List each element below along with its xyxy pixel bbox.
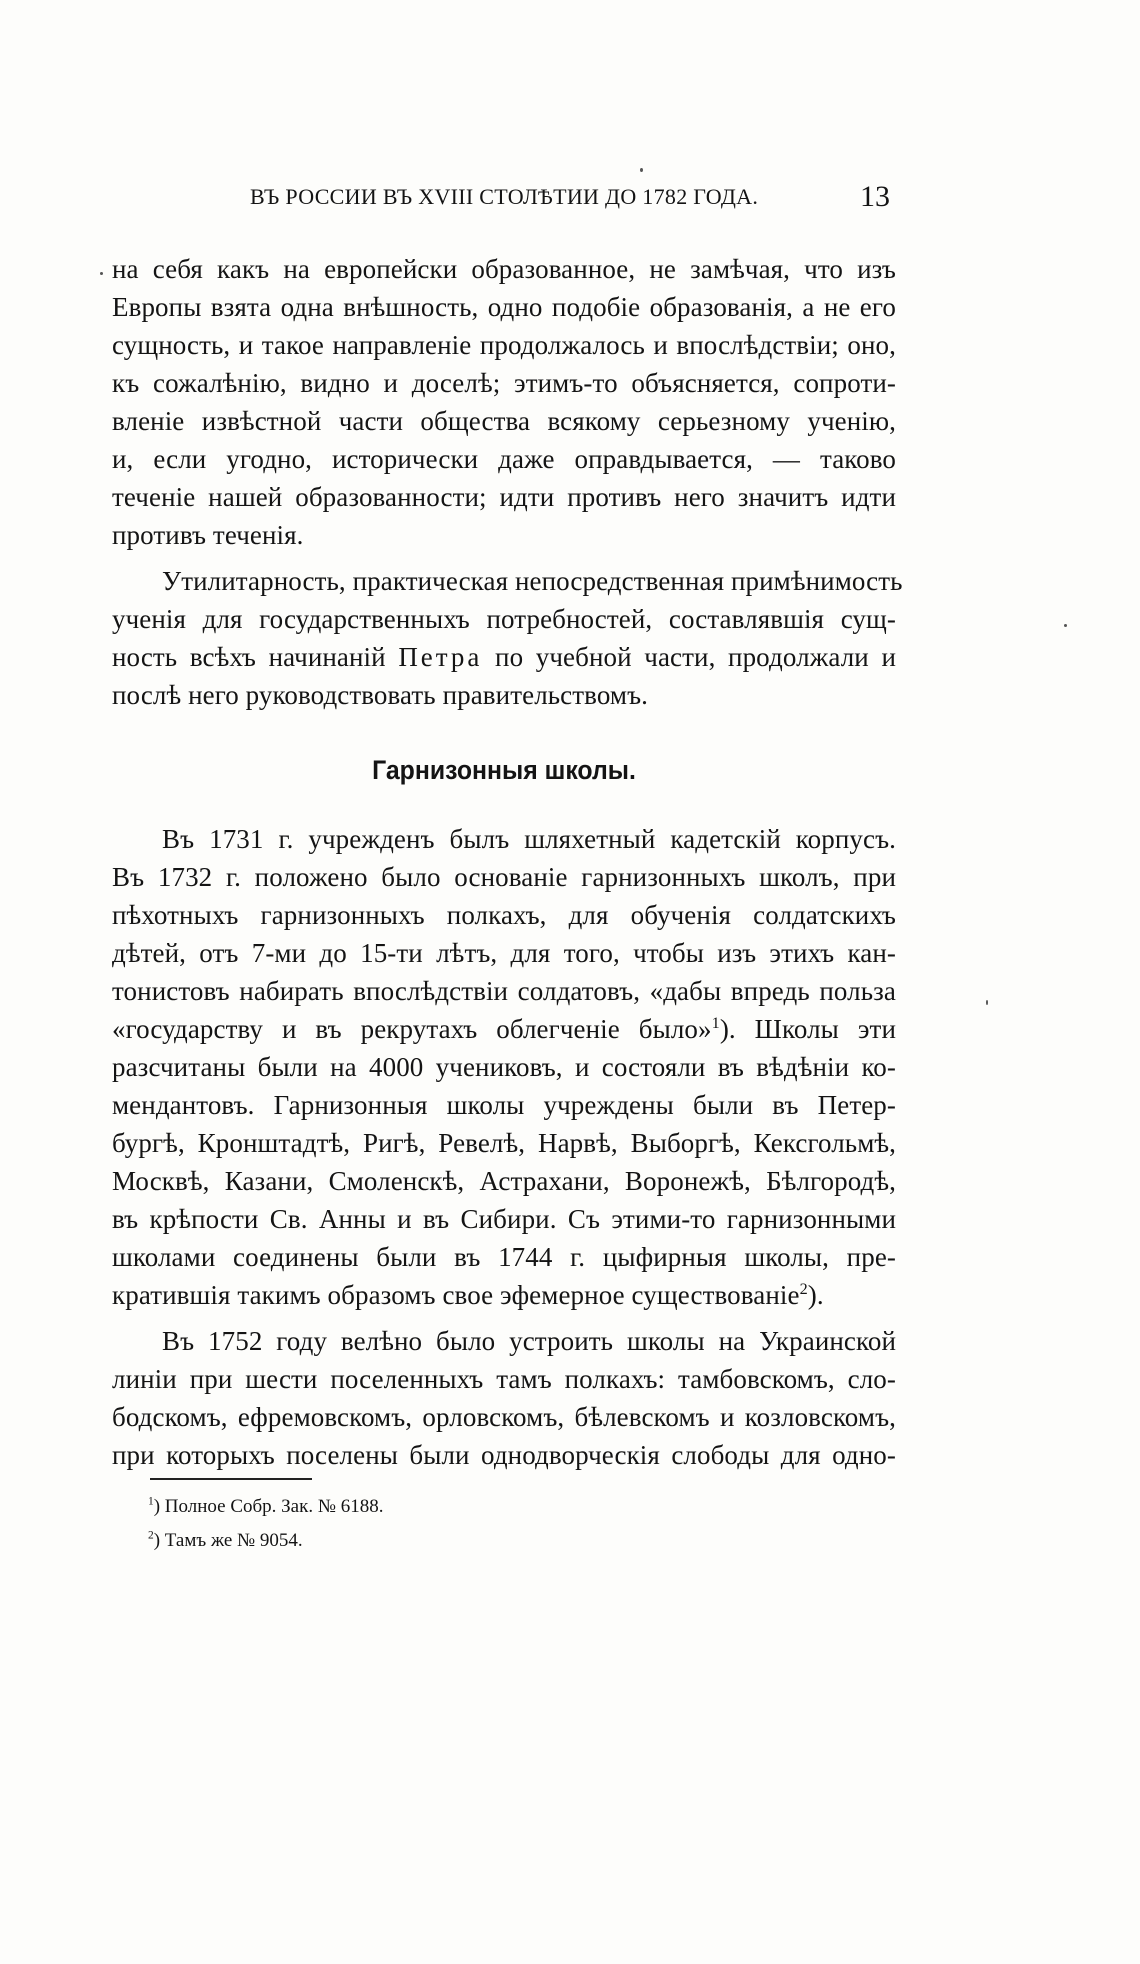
text-line: бодскомъ, ефремовскомъ, орловскомъ, бѣлевскомъ и козловскомъ, — [112, 1402, 896, 1432]
text-fragment: кратившія такимъ образомъ свое эфемерное существованіе — [112, 1280, 800, 1310]
running-head: ВЪ РОССИИ ВЪ XVIII СТОЛѢТИИ ДО 1782 ГОДА. — [250, 184, 759, 209]
footnote-marker: 1 — [148, 1495, 154, 1508]
text-line: Москвѣ, Казани, Смоленскѣ, Астрахани, Воронежѣ, Бѣлгородѣ, — [112, 1166, 896, 1196]
body-text — [112, 250, 903, 1474]
text-line: сущность, и такое направленіе продолжалось и впослѣдствіи; оно, — [112, 330, 896, 360]
footnote — [148, 1524, 383, 1558]
text-line — [112, 1276, 896, 1314]
text-line: къ сожалѣнію, видно и доселѣ; этимъ-то объясняется, сопроти- — [112, 368, 896, 398]
text-line: линіи при шести поселенныхъ тамъ полкахъ: тамбовскомъ, сло- — [112, 1364, 896, 1394]
text-fragment: ность всѣхъ начинаній — [112, 642, 386, 672]
text-line: Европы взята одна внѣшность, одно подобіе образованія, а не его — [112, 292, 896, 322]
footnote-ref: 2 — [799, 1280, 808, 1298]
text-line: Утилитарность, практическая непосредственная примѣнимость — [162, 566, 903, 596]
paragraph-gap — [112, 1314, 896, 1322]
text-fragment: ). — [807, 1280, 824, 1310]
text-line: разсчитаны были на 4000 учениковъ, и состояли въ вѣдѣніи ко- — [112, 1052, 896, 1082]
text-line: и, если угодно, исторически даже оправдывается, — таково — [112, 444, 896, 474]
text-fragment: ). Школы эти — [719, 1014, 896, 1044]
text-line — [112, 1010, 896, 1048]
footnote-text: ) Полное Собр. Зак. № 6188. — [153, 1496, 384, 1517]
text-line: на себя какъ на европейски образованное, не замѣчая, что изъ — [112, 254, 896, 284]
footnotes — [148, 1490, 383, 1558]
text-line: дѣтей, отъ 7-ми до 15-ти лѣтъ, для того, чтобы изъ этихъ кан- — [112, 938, 896, 968]
footnote — [148, 1490, 383, 1524]
paragraph — [112, 250, 896, 554]
text-line: школами соединены были въ 1744 г. цыфирныя школы, пре- — [112, 1242, 896, 1272]
text-line: послѣ него руководствовать правительствомъ. — [112, 680, 649, 710]
text-line: противъ теченія. — [112, 520, 304, 550]
text-line — [112, 638, 896, 676]
text-line: пѣхотныхъ гарнизонныхъ полкахъ, для обученія солдатскихъ — [112, 900, 896, 930]
text-line: въ крѣпости Св. Анны и въ Сибири. Съ этими-то гарнизонными — [112, 1204, 896, 1234]
text-line: мендантовъ. Гарнизонныя школы учреждены были въ Петер- — [112, 1090, 896, 1120]
footnote-rule — [150, 1478, 312, 1480]
text-line: теченіе нашей образованности; идти противъ него значитъ идти — [112, 482, 896, 512]
paragraph-gap — [112, 554, 896, 562]
text-line: Въ 1732 г. положено было основаніе гарнизонныхъ школъ, при — [112, 862, 896, 892]
text-fragment: «государству и въ рекрутахъ облегченіе было» — [112, 1014, 712, 1044]
text-line: при которыхъ поселены были однодворческія слободы для одно- — [112, 1440, 896, 1470]
text-line: Въ 1752 году велѣно было устроить школы на Украинской — [162, 1326, 896, 1356]
print-speck — [1064, 624, 1067, 627]
footnote-marker: 2 — [148, 1529, 154, 1542]
print-speck — [640, 168, 643, 172]
page-number: 13 — [860, 180, 890, 213]
spaced-name: Петра — [398, 642, 483, 672]
section-heading: Гарнизонныя школы. — [372, 755, 636, 785]
print-speck — [986, 1000, 988, 1005]
text-line: бургѣ, Кронштадтѣ, Ригѣ, Ревелѣ, Нарвѣ, Выборгѣ, Кексгольмѣ, — [112, 1128, 896, 1158]
text-line: тонистовъ набирать впослѣдствіи солдатовъ, «дабы впредь польза — [112, 976, 896, 1006]
text-line: ученія для государственныхъ потребностей, составлявшія сущ- — [112, 604, 896, 634]
paragraph — [112, 820, 896, 1314]
text-fragment: по учебной части, продолжали и — [495, 642, 896, 672]
footnote-text: ) Тамъ же № 9054. — [153, 1530, 303, 1551]
footnote-ref: 1 — [711, 1014, 720, 1032]
print-speck — [100, 272, 103, 275]
text-line: вленіе извѣстной части общества всякому серьезному ученію, — [112, 406, 896, 436]
text-line: Въ 1731 г. учрежденъ былъ шляхетный кадетскій корпусъ. — [162, 824, 896, 854]
paragraph — [112, 562, 903, 714]
paragraph — [112, 1322, 896, 1474]
